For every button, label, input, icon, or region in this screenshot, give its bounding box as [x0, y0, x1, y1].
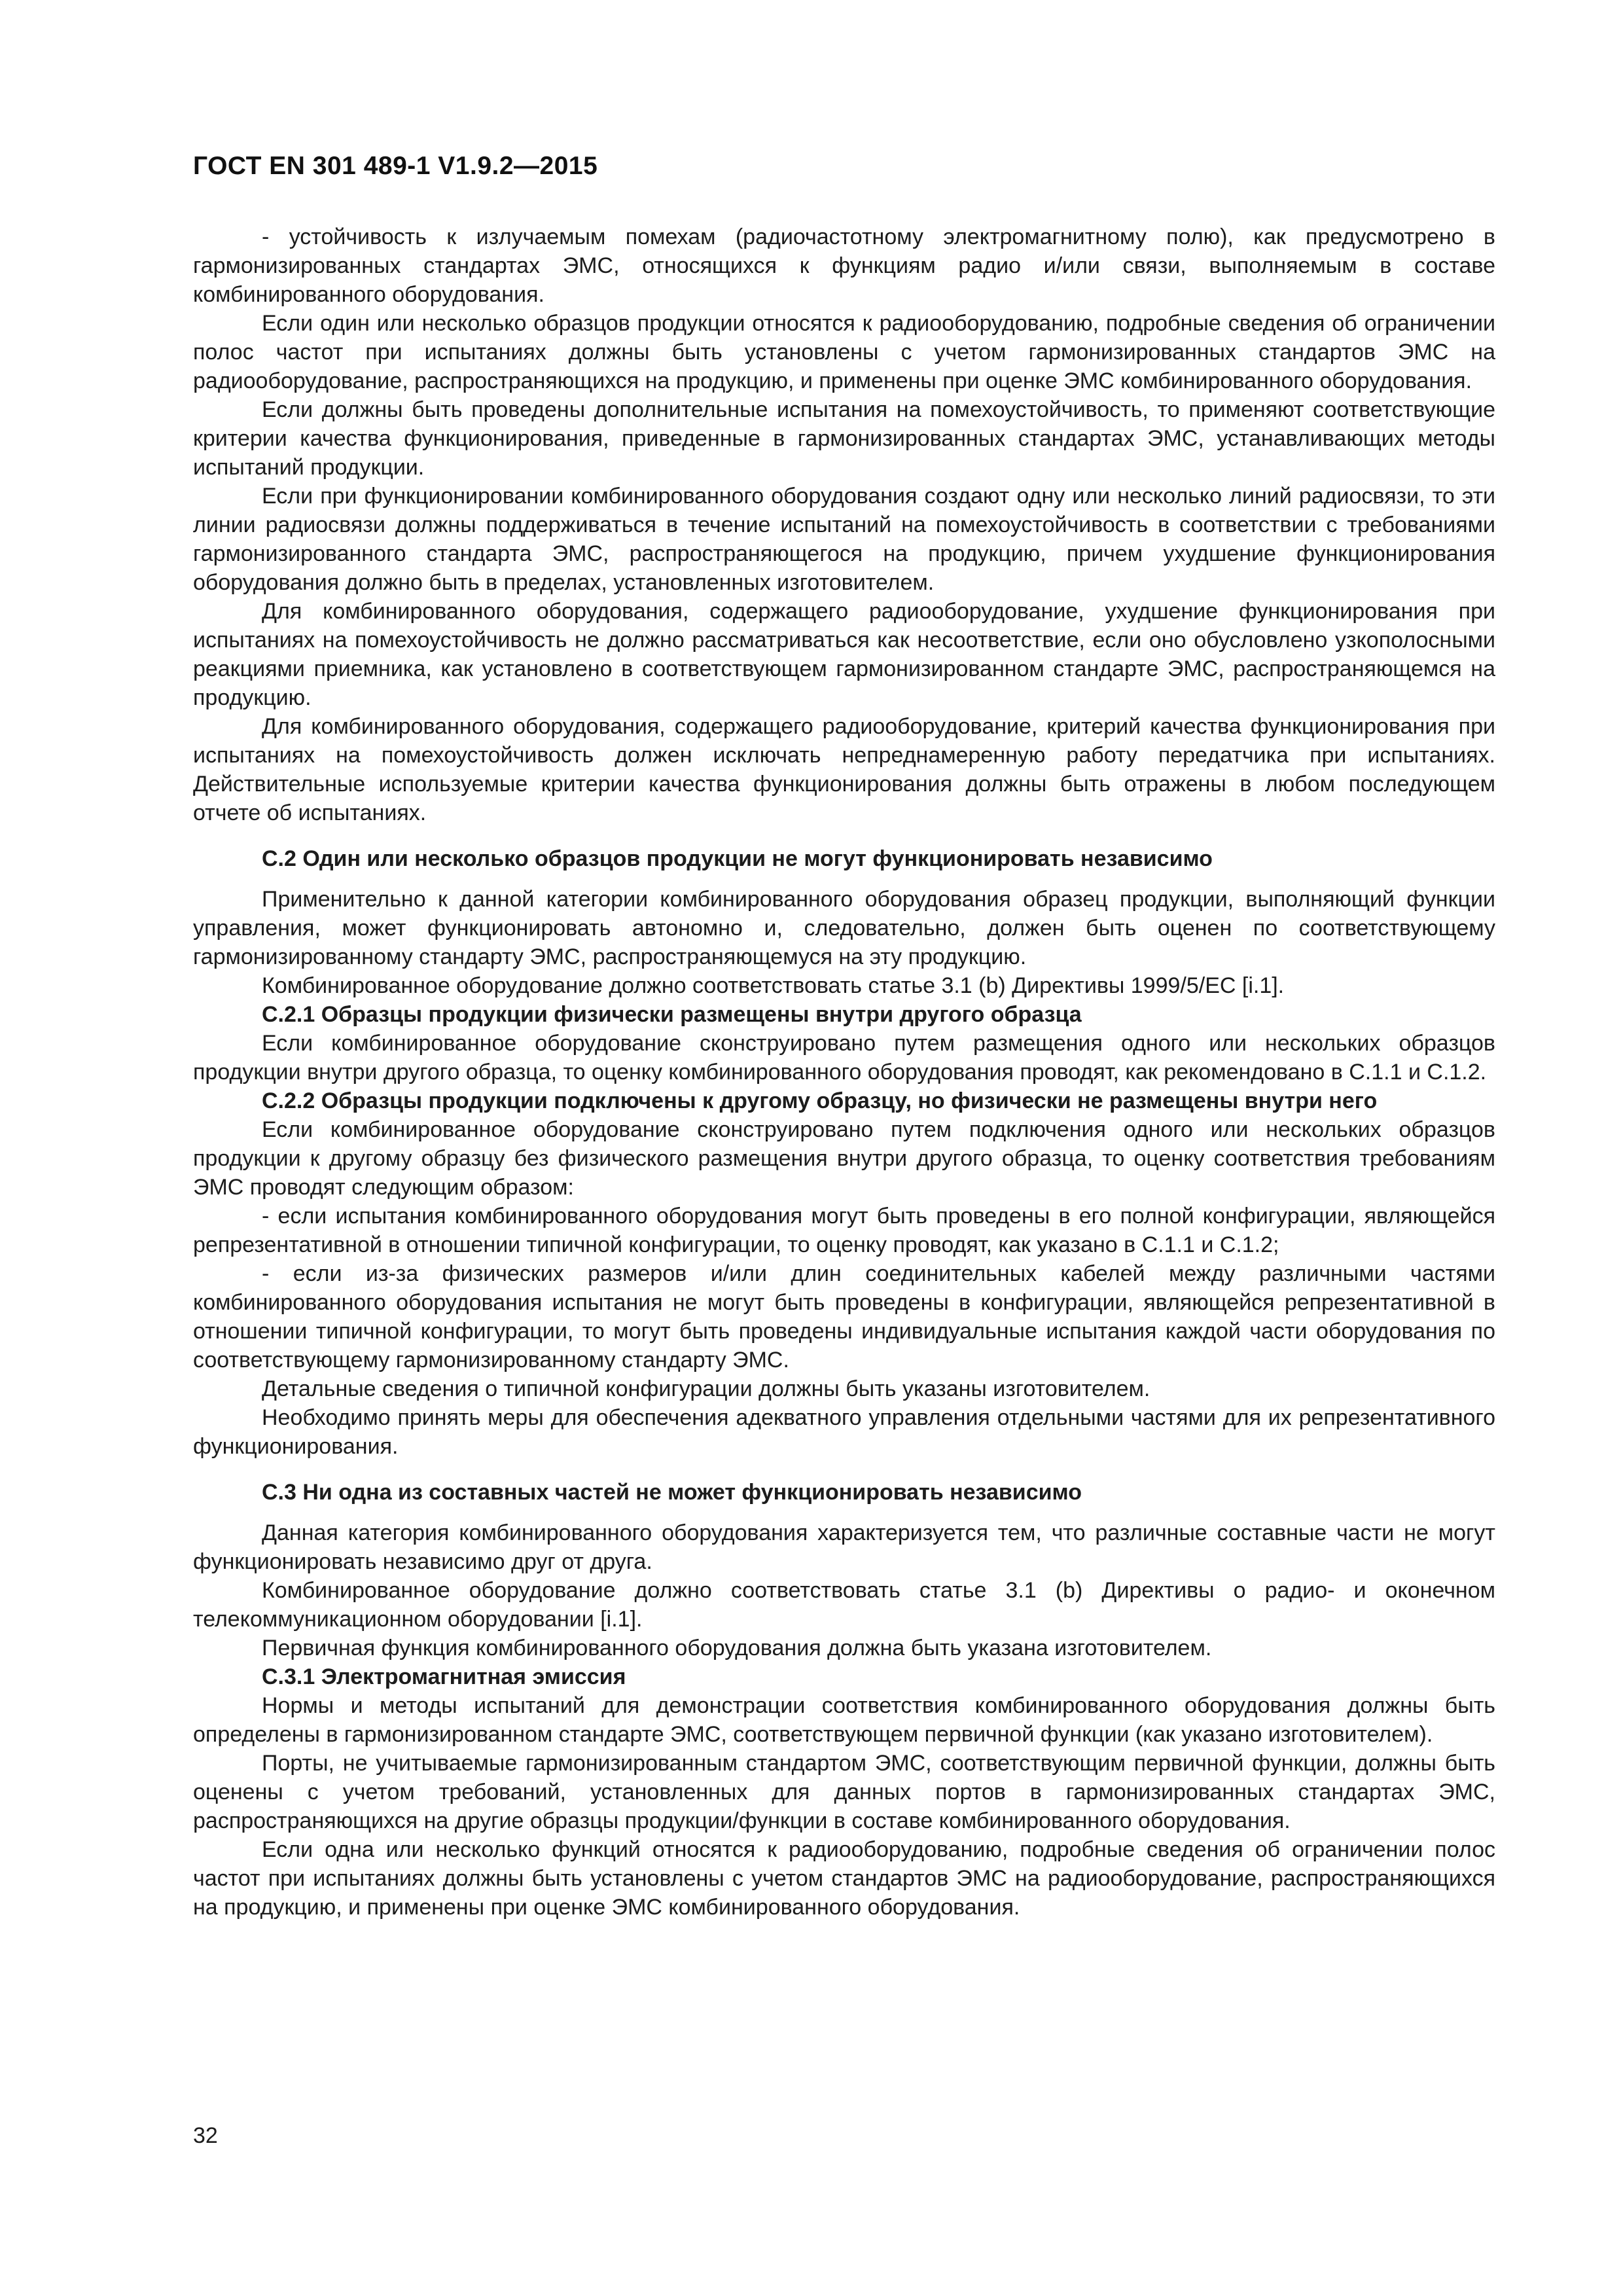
paragraph: Если должны быть проведены дополнительные испытания на помехоустойчивость, то применяют соответствующие критерии качества функционирования, приведенные в гармонизированных стандартах ЭМС, устанавливающих методы испытаний продукции. — [193, 397, 1495, 480]
page-number: 32 — [193, 2123, 218, 2148]
subsection-heading: С.3.1 Электромагнитная эмиссия — [262, 1664, 626, 1689]
paragraph: Нормы и методы испытаний для демонстрации соответствия комбинированного оборудования должны быть определены в гармонизированном стандарте ЭМС, соответствующем первичной функции (как указано изготовителем). — [193, 1693, 1495, 1747]
subsection-heading: С.2.1 Образцы продукции физически размещены внутри другого образца — [262, 1002, 1082, 1027]
paragraph: Если один или несколько образцов продукции относятся к радиооборудованию, подробные сведения об ограничении полос частот при испытаниях должны быть установлены с учетом гармонизированных стандартов ЭМС на радиооборудование, распространяющихся на продукцию, и применены при оценке ЭМС комбинированного оборудования. — [193, 311, 1495, 393]
paragraph: Детальные сведения о типичной конфигурации должны быть указаны изготовителем. — [262, 1376, 1150, 1401]
document-header: ГОСТ EN 301 489-1 V1.9.2—2015 — [193, 152, 598, 180]
paragraph: Для комбинированного оборудования, содержащего радиооборудование, ухудшение функционирования при испытаниях на помехоустойчивость не должно рассматриваться как несоответствие, если оно обусловлено узкополосными реакциями приемника, как установлено в соответствующем гармонизированном стандарте ЭМС, распространяющемся на продукцию. — [193, 599, 1495, 710]
subsection-heading: С.2.2 Образцы продукции подключены к другому образцу, но физически не размещены внутри него — [262, 1088, 1378, 1113]
paragraph: Для комбинированного оборудования, содержащего радиооборудование, критерий качества функционирования при испытаниях на помехоустойчивость должен исключать непреднамеренную работу передатчика при испытаниях. Действительные используемые критерии качества функционирования должны быть отражены в любом последующем отчете об испытаниях. — [193, 714, 1495, 825]
list-item: - если из-за физических размеров и/или длин соединительных кабелей между различными частями комбинированного оборудования испытания не могут быть проведены в конфигурации, являющейся репрезентативной в отношении типичной конфигурации, то могут быть проведены индивидуальные испытания каждой части оборудования по соответствующему гармонизированному стандарту ЭМС. — [193, 1261, 1495, 1372]
paragraph: Если при функционировании комбинированного оборудования создают одну или несколько линий радиосвязи, то эти линии радиосвязи должны поддерживаться в течение испытаний на помехоустойчивость в соответствии с требованиями гармонизированного стандарта ЭМС, распространяющегося на продукцию, причем ухудшение функционирования оборудования должно быть в пределах, установленных изготовителем. — [193, 484, 1495, 595]
paragraph: Если одна или несколько функций относятся к радиооборудованию, подробные сведения об ограничении полос частот при испытаниях должны быть установлены с учетом стандартов ЭМС на радиооборудование, распространяющихся на продукцию, и применены при оценке ЭМС комбинированного оборудования. — [193, 1837, 1495, 1920]
section-heading: С.3 Ни одна из составных частей не может функционировать независимо — [262, 1480, 1082, 1505]
paragraph: Первичная функция комбинированного оборудования должна быть указана изготовителем. — [262, 1636, 1212, 1660]
paragraph: Комбинированное оборудование должно соответствовать статье 3.1 (b) Директивы 1999/5/ЕС [i.1]. — [262, 973, 1285, 998]
paragraph: Применительно к данной категории комбинированного оборудования образец продукции, выполняющий функции управления, может функционировать автономно и, следовательно, должен быть оценен по соответствующему гармонизированному стандарту ЭМС, распространяющемуся на эту продукцию. — [193, 887, 1495, 969]
paragraph: Необходимо принять меры для обеспечения адекватного управления отдельными частями для их репрезентативного функционирования. — [193, 1405, 1495, 1459]
paragraph: Если комбинированное оборудование сконструировано путем подключения одного или нескольких образцов продукции к другому образцу без физического размещения внутри другого образца, то оценку соответствия требованиям ЭМС проводят следующим образом: — [193, 1117, 1495, 1200]
paragraph: Данная категория комбинированного оборудования характеризуется тем, что различные составные части не могут функционировать независимо друг от друга. — [193, 1520, 1495, 1574]
paragraph: Если комбинированное оборудование сконструировано путем размещения одного или нескольких образцов продукции внутри другого образца, то оценку комбинированного оборудования проводят, как рекомендовано в С.1.1 и С.1.2. — [193, 1031, 1495, 1085]
paragraph: - устойчивость к излучаемым помехам (радиочастотному электромагнитному полю), как предусмотрено в гармонизированных стандартах ЭМС, относящихся к функциям радио и/или связи, выполняемым в составе комбинированного оборудования. — [193, 224, 1495, 307]
document-body — [193, 223, 1495, 1922]
paragraph: Порты, не учитываемые гармонизированным стандартом ЭМС, соответствующим первичной функции, должны быть оценены с учетом требований, установленных для данных портов в гармонизированных стандартах ЭМС, распространяющихся на другие образцы продукции/функции в составе комбинированного оборудования. — [193, 1751, 1495, 1833]
list-item: - если испытания комбинированного оборудования могут быть проведены в его полной конфигурации, являющейся репрезентативной в отношении типичной конфигурации, то оценку проводят, как указано в С.1.1 и С.1.2; — [193, 1204, 1495, 1257]
paragraph: Комбинированное оборудование должно соответствовать статье 3.1 (b) Директивы о радио- и оконечном телекоммуникационном оборудовании [i.1]. — [193, 1578, 1495, 1632]
section-heading: С.2 Один или несколько образцов продукции не могут функционировать независимо — [262, 846, 1213, 871]
